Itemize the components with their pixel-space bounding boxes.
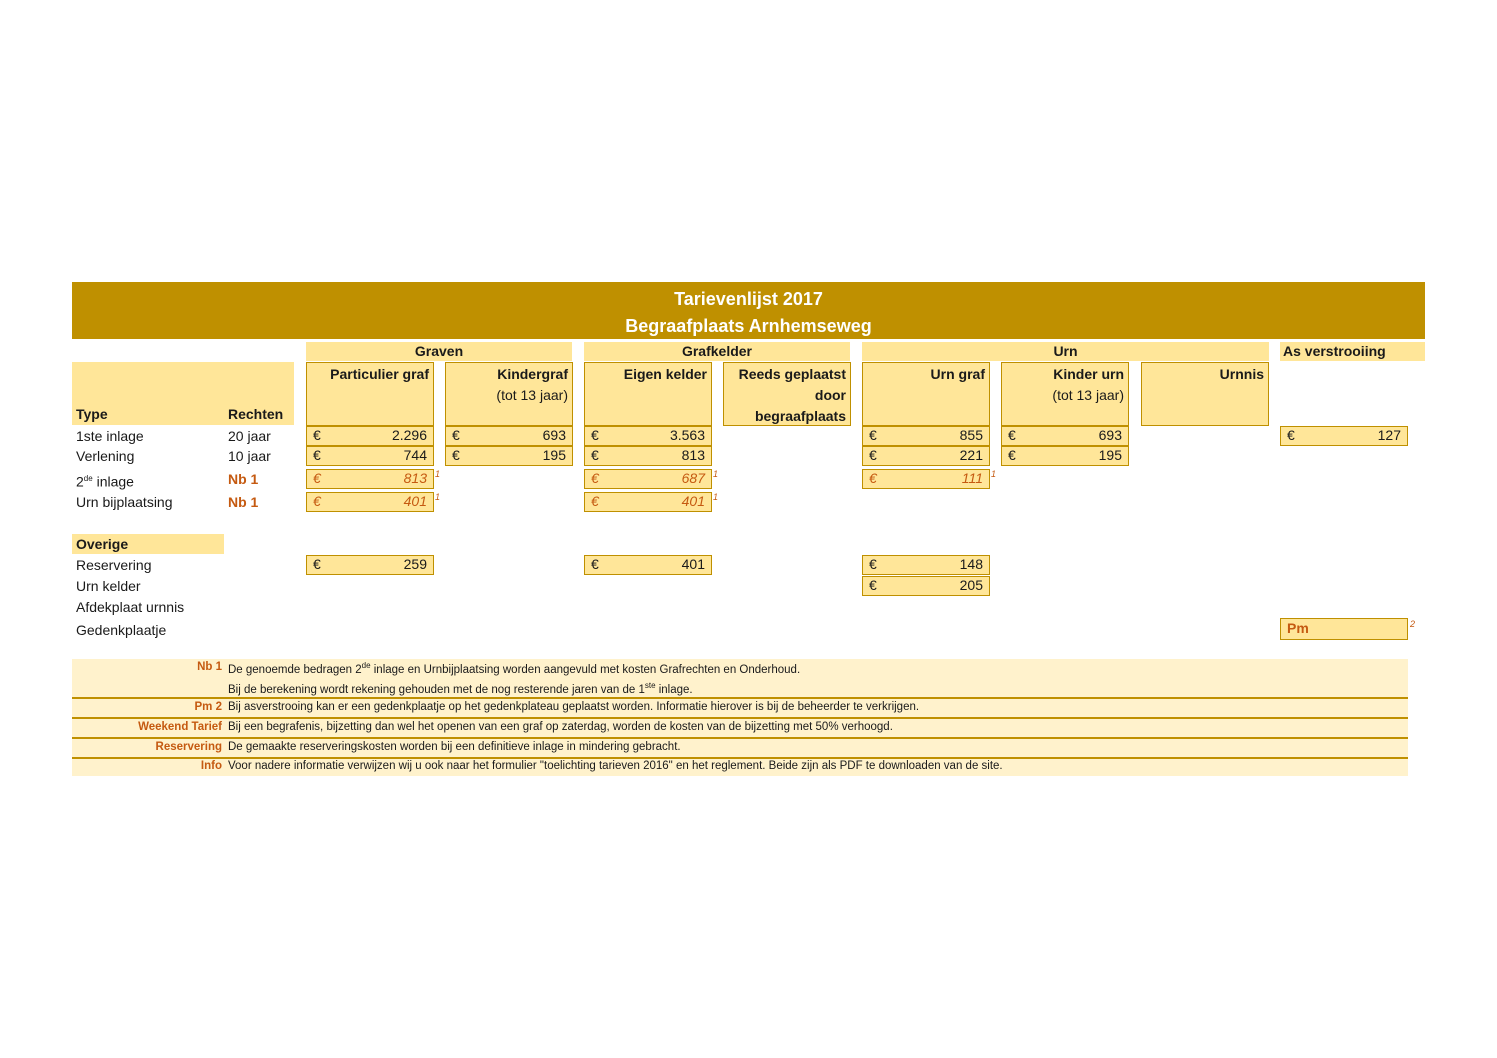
column-kinder-urn-label: Kinder urn: [1053, 366, 1124, 382]
note-nb1: [72, 659, 1408, 699]
rechten-2de-inlage: Nb 1: [228, 471, 259, 487]
group-graven: Graven: [306, 342, 572, 361]
column-reeds-line2: door: [814, 387, 846, 403]
currency-symbol: €: [869, 577, 877, 593]
price-value: 3.563: [669, 427, 705, 443]
footnote-ref: 2: [1410, 619, 1416, 629]
row-label-reservering: Reservering: [76, 557, 152, 573]
currency-symbol: €: [591, 470, 599, 486]
note-part: Bij de berekening wordt rekening gehouden met de nog resterende jaren van de 1: [228, 683, 645, 696]
note-text: Bij asverstrooing kan er een gedenkplaatje op het gedenkplateau geplaatst worden. Informatie hierover is bij de beheerder te verkrijgen.: [228, 701, 920, 713]
price-cell: [445, 426, 573, 446]
note-part: De genoemde bedragen 2: [228, 663, 362, 676]
currency-symbol: €: [869, 427, 877, 443]
footnote-ref: 1: [991, 469, 997, 479]
currency-symbol: €: [1008, 427, 1016, 443]
note-info: [72, 759, 1408, 776]
currency-symbol: €: [1008, 447, 1016, 463]
note-key: Info: [200, 760, 222, 772]
row-label-urn-kelder: Urn kelder: [76, 578, 141, 594]
price-value: 855: [959, 427, 983, 443]
currency-symbol: €: [1287, 427, 1295, 443]
price-value: 401: [681, 556, 705, 572]
note-text: [228, 661, 800, 676]
column-kindergraf-label: Kindergraf: [497, 366, 568, 382]
currency-symbol: €: [591, 447, 599, 463]
note-text: De gemaakte reserveringskosten worden bij een definitieve inlage in mindering gebracht.: [228, 741, 681, 753]
price-cell: [584, 555, 712, 575]
rechten-1ste-inlage: 20 jaar: [228, 428, 271, 444]
note-reservering: [72, 739, 1408, 759]
price-cell: [862, 446, 990, 466]
note-key: Weekend Tarief: [138, 721, 222, 733]
price-value: 813: [403, 470, 427, 486]
currency-symbol: €: [313, 493, 321, 509]
price-value: 127: [1377, 427, 1401, 443]
price-value: 259: [403, 556, 427, 572]
price-cell: [862, 469, 990, 489]
overige-header: Overige: [72, 534, 224, 554]
note-text: [228, 681, 693, 696]
price-cell: [862, 555, 990, 575]
currency-symbol: €: [869, 447, 877, 463]
currency-symbol: €: [313, 447, 321, 463]
price-cell: [306, 469, 434, 489]
note-part: inlage.: [655, 683, 693, 696]
column-reeds-geplaatst: [723, 362, 851, 426]
column-kindergraf: [445, 362, 573, 426]
price-cell: [584, 492, 712, 512]
label-part: 2: [76, 473, 84, 490]
price-cell: [1280, 426, 1408, 446]
footnote-ref: 1: [713, 469, 719, 479]
currency-symbol: €: [591, 556, 599, 572]
group-grafkelder: Grafkelder: [584, 342, 850, 361]
price-cell: [306, 492, 434, 512]
row-label-verlening: Verlening: [76, 448, 135, 464]
price-value: 401: [403, 493, 427, 509]
column-kindergraf-sub: (tot 13 jaar): [496, 387, 568, 403]
column-urn-graf: [862, 362, 990, 426]
title-banner: [72, 282, 1425, 339]
page-subtitle: Begraafplaats Arnhemseweg: [625, 316, 872, 336]
column-urnnis: [1141, 362, 1269, 426]
currency-symbol: €: [591, 493, 599, 509]
group-as-verstrooiing: As verstrooiing: [1280, 342, 1425, 361]
group-urn: Urn: [862, 342, 1269, 361]
currency-symbol: €: [452, 447, 460, 463]
row-label-1ste-inlage: 1ste inlage: [76, 428, 144, 444]
currency-symbol: €: [591, 427, 599, 443]
price-value: 148: [959, 556, 983, 572]
currency-symbol: €: [313, 470, 321, 486]
footnote-ref: 1: [713, 492, 719, 502]
label-sup: de: [83, 474, 93, 483]
column-rechten: Rechten: [224, 362, 294, 425]
column-kinder-urn-sub: (tot 13 jaar): [1052, 387, 1124, 403]
price-value: 195: [542, 447, 566, 463]
price-value: 195: [1098, 447, 1122, 463]
price-value: 693: [542, 427, 566, 443]
currency-symbol: €: [869, 556, 877, 572]
price-value: 221: [959, 447, 983, 463]
price-value: Pm: [1287, 620, 1309, 636]
price-value: 111: [961, 470, 983, 486]
price-cell: [445, 446, 573, 466]
row-label-afdekplaat-urnnis: Afdekplaat urnnis: [76, 599, 185, 615]
note-key: Reservering: [155, 741, 222, 753]
price-cell: [584, 426, 712, 446]
currency-symbol: €: [313, 427, 321, 443]
column-urnnis-label: Urnnis: [1219, 366, 1264, 382]
price-value: 693: [1098, 427, 1122, 443]
price-cell: [584, 469, 712, 489]
column-type: Type: [72, 362, 224, 425]
currency-symbol: €: [452, 427, 460, 443]
row-label-urn-bijplaatsing: Urn bijplaatsing: [76, 494, 173, 510]
note-sup: de: [361, 661, 371, 670]
price-cell: [584, 446, 712, 466]
price-cell: [862, 576, 990, 596]
price-cell-pm: [1280, 618, 1408, 640]
column-eigen-kelder: [584, 362, 712, 426]
page-title: Tarievenlijst 2017: [674, 289, 823, 309]
note-pm2: [72, 699, 1408, 719]
price-cell: [306, 426, 434, 446]
note-text: Bij een begrafenis, bijzetting dan wel het openen van een graf op zaterdag, worden de kosten van de bijzetting met 50% verhoogd.: [228, 721, 893, 733]
price-cell: [1001, 426, 1129, 446]
currency-symbol: €: [869, 470, 877, 486]
column-reeds-line3: begraafplaats: [754, 408, 846, 424]
footnote-ref: 1: [435, 469, 441, 479]
note-sup: ste: [644, 681, 656, 690]
price-value: 2.296: [391, 427, 427, 443]
price-cell: [306, 555, 434, 575]
column-particulier-graf: [306, 362, 434, 426]
price-value: 744: [403, 447, 427, 463]
rechten-verlening: 10 jaar: [228, 448, 271, 464]
price-value: 401: [681, 493, 705, 509]
note-key: Nb 1: [197, 661, 222, 673]
price-cell: [862, 426, 990, 446]
footnote-ref: 1: [435, 492, 441, 502]
price-value: 205: [959, 577, 983, 593]
price-cell: [1001, 446, 1129, 466]
label-part: inlage: [92, 473, 134, 490]
price-value: 687: [681, 470, 705, 486]
column-kinder-urn: [1001, 362, 1129, 426]
row-label-gedenkplaatje: Gedenkplaatje: [76, 622, 167, 638]
note-key: Pm 2: [194, 701, 222, 713]
currency-symbol: €: [313, 556, 321, 572]
row-label-2de-inlage: [72, 469, 134, 489]
note-text: Voor nadere informatie verwijzen wij u ook naar het formulier "toelichting tarieven 2016" en het reglement. Beide zijn als PDF te downloaden van de site.: [228, 760, 1003, 772]
column-eigen-kelder-label: Eigen kelder: [623, 366, 707, 382]
rechten-urn-bijplaatsing: Nb 1: [228, 494, 259, 510]
price-value: 813: [681, 447, 705, 463]
column-urn-graf-label: Urn graf: [930, 366, 985, 382]
note-part: inlage en Urnbijplaatsing worden aangevuld met kosten Grafrechten en Onderhoud.: [370, 663, 801, 676]
column-particulier-label: Particulier graf: [330, 366, 429, 382]
price-cell: [306, 446, 434, 466]
note-weekend: [72, 719, 1408, 739]
column-reeds-line1: Reeds geplaatst: [738, 366, 846, 382]
